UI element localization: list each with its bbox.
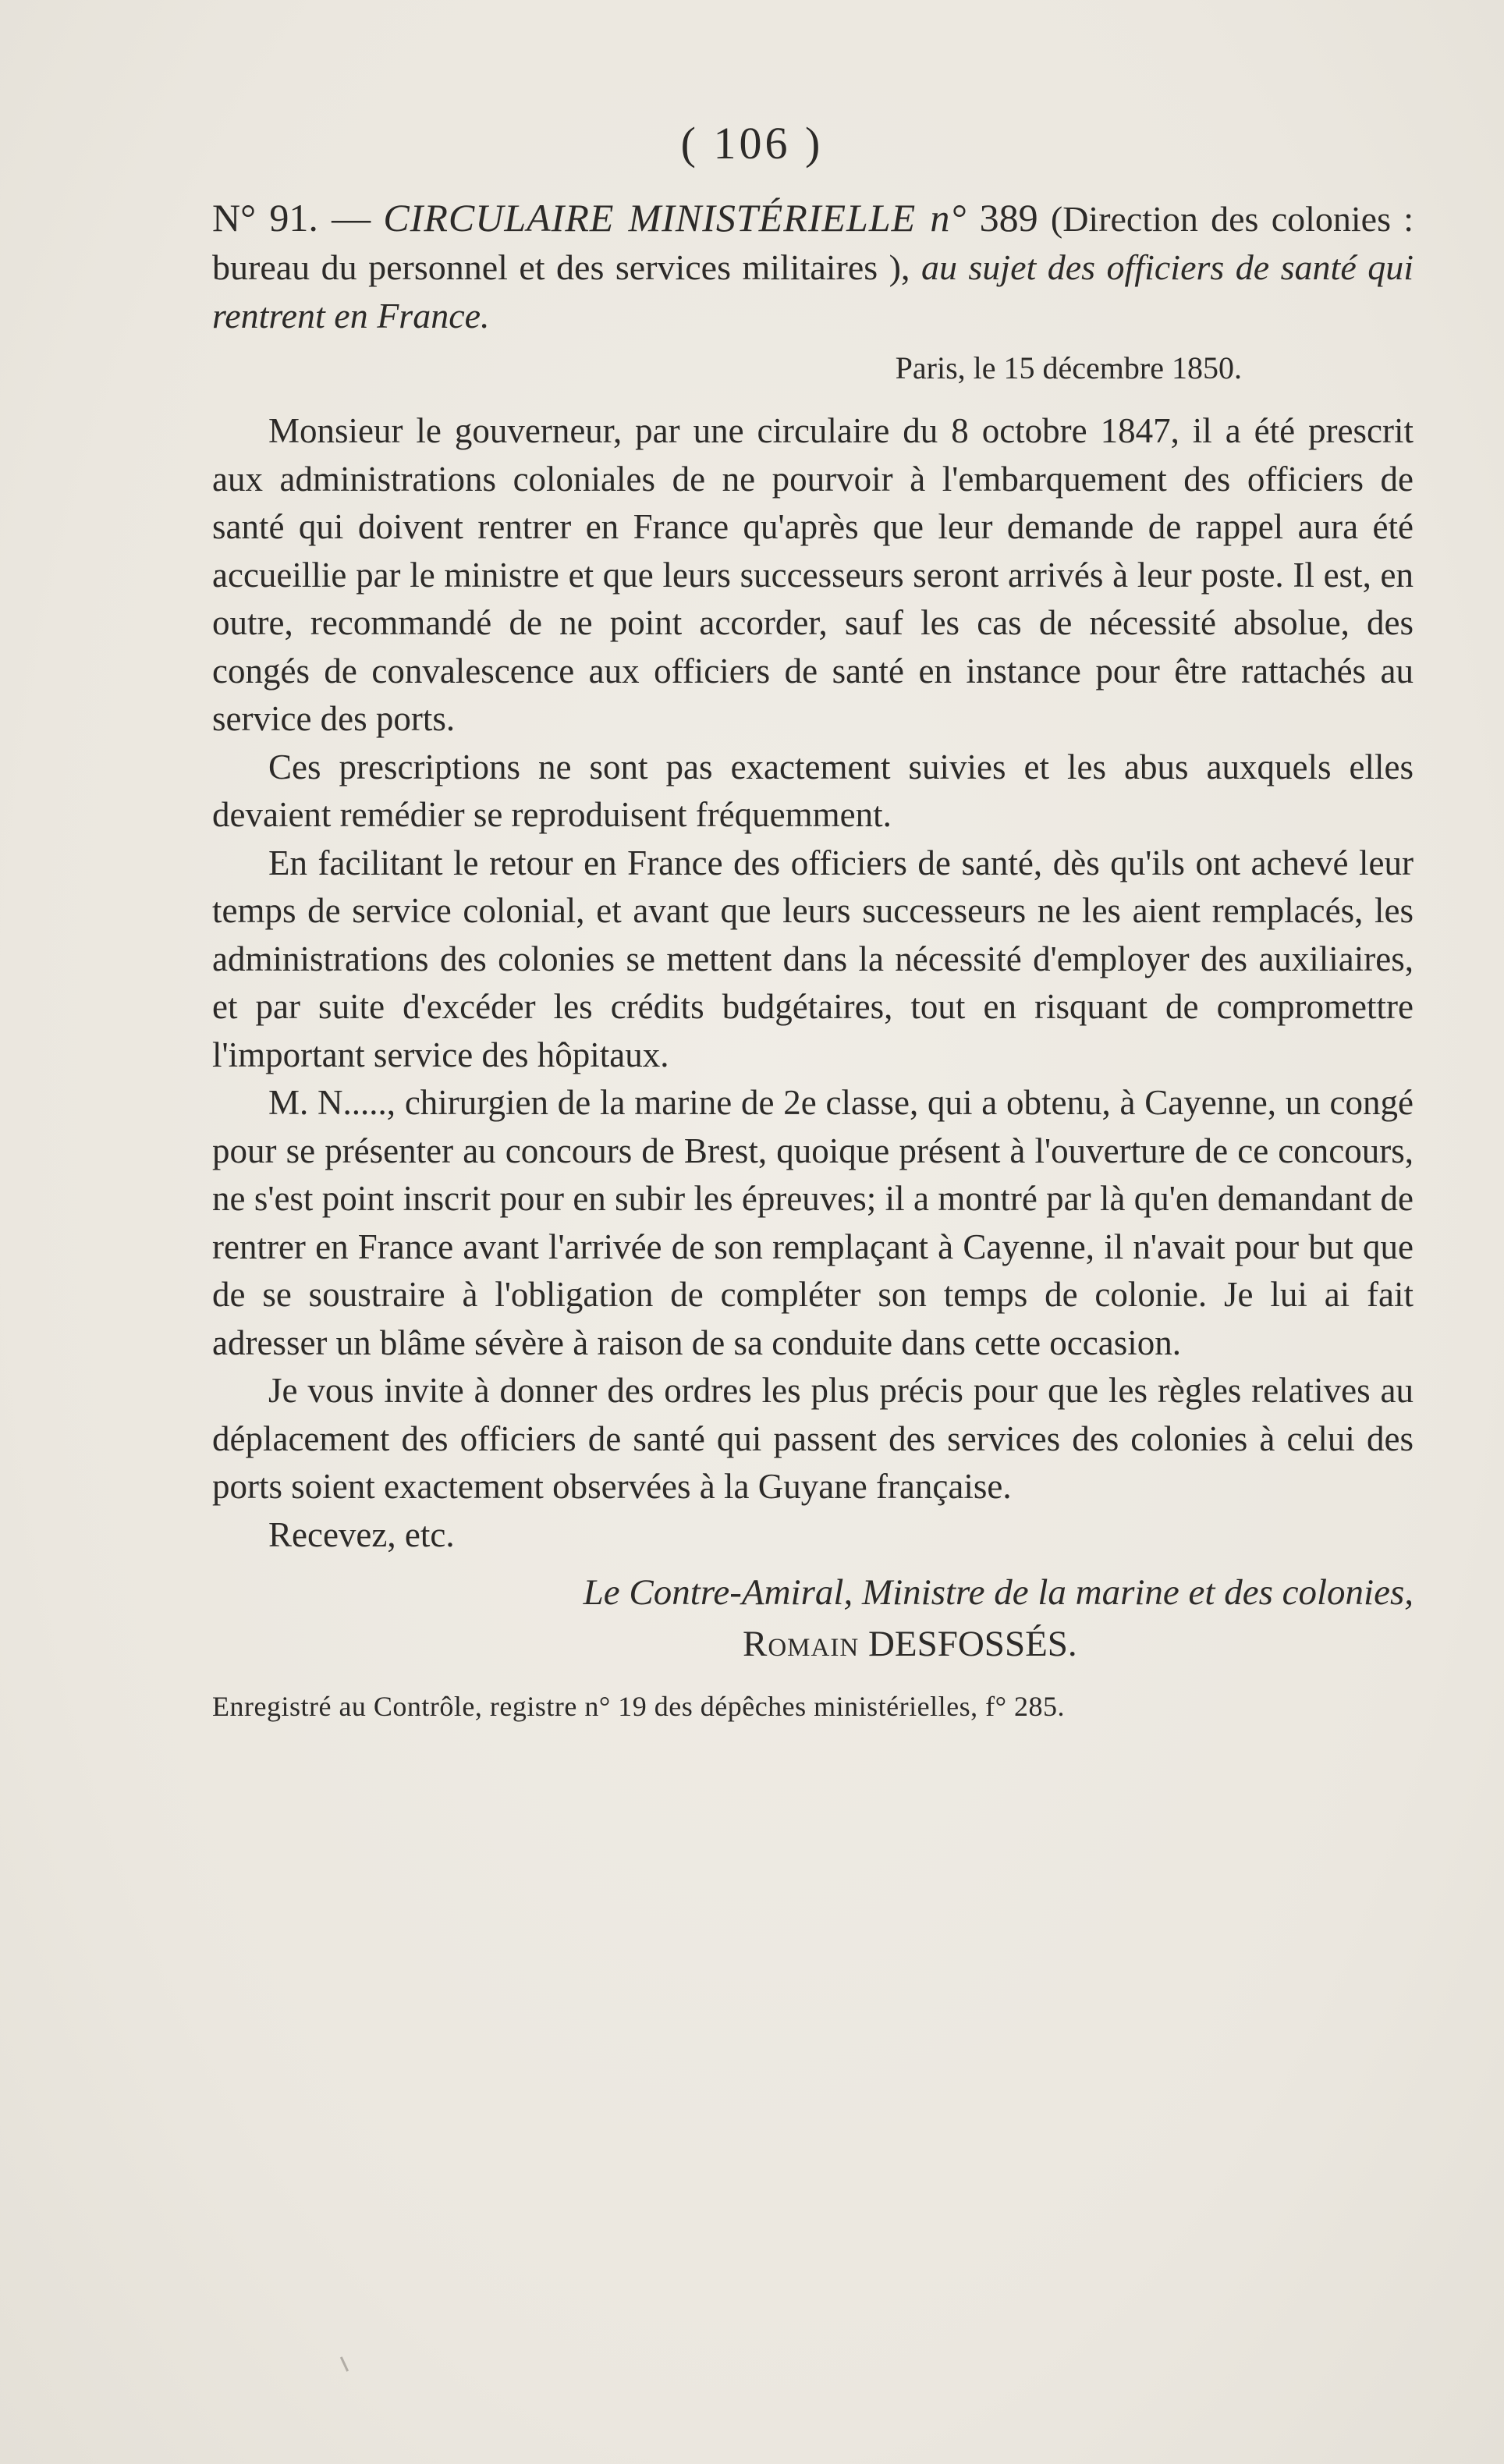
dateline: Paris, le 15 décembre 1850. — [895, 350, 1242, 385]
document-heading — [212, 193, 1414, 340]
circular-number: 389 — [979, 196, 1038, 240]
document-subject: au sujet des officiers de santé qui rentrent en France. — [212, 247, 1414, 336]
document-number: N° 91. — — [212, 196, 371, 240]
signature-last-name: DESFOSSÉS. — [867, 1624, 1077, 1664]
registration-note: Enregistré au Contrôle, registre n° 19 des dépêches ministérielles, f° 285. — [212, 1691, 1065, 1722]
document-title: CIRCULAIRE MINISTÉRIELLE n° — [383, 196, 967, 240]
closing-formula: Recevez, etc. — [268, 1514, 455, 1554]
document-body — [212, 193, 1414, 1729]
paper-speck — [340, 2356, 349, 2371]
body-paragraph: Ces prescriptions ne sont pas exactement suivies et les abus auxquels elles devaient remédier se reproduisent fréquemment. — [212, 747, 1414, 834]
body-paragraph: En facilitant le retour en France des officiers de santé, dès qu'ils ont achevé leur temps de service colonial, et avant que leurs successeurs ne les aient remplacés, les administrations des colonies se mettent dans la nécessité d'employer des auxiliaires, et par suite d'excéder les crédits budgétaires, tout en risquant de compromettre l'important service des hôpitaux. — [212, 843, 1414, 1074]
signature-role: Le Contre-Amiral, Ministre de la marine et des colonies, — [583, 1572, 1414, 1613]
direction-note: (Direction des colonies : bureau du personnel et des services militaires ), — [212, 199, 1414, 287]
page-number: ( 106 ) — [680, 118, 824, 169]
body-paragraph: Monsieur le gouverneur, par une circulaire du 8 octobre 1847, il a été prescrit aux administrations coloniales de ne pourvoir à l'embarquement des officiers de santé qui doivent rentrer en France qu'après que leur demande de rappel aura été accueillie par le ministre et que leurs successeurs seront arrivés à leur poste. Il est, en outre, recommandé de ne point accorder, sauf les cas de nécessité absolue, des congés de convalescence aux officiers de santé en instance pour être rattachés au service des ports. — [212, 411, 1414, 738]
signature-first-name: Romain — [743, 1624, 860, 1664]
body-paragraph: M. N....., chirurgien de la marine de 2e classe, qui a obtenu, à Cayenne, un congé pour se présenter au concours de Brest, quoique présent à l'ouverture de ce concours, ne s'est point inscrit pour en subir les épreuves; il a montré par là qu'en demandant de rentrer en France avant l'arrivée de son remplaçant à Cayenne, il n'avait pour but que de se soustraire à l'obligation de compléter son temps de colonie. Je lui ai fait adresser un blâme sévère à raison de sa conduite dans cette occasion. — [212, 1083, 1414, 1362]
body-paragraph: Je vous invite à donner des ordres les plus précis pour que les règles relatives au déplacement des officiers de santé qui passent des services des colonies à celui des ports soient exactement observées à la Guyane française. — [212, 1371, 1414, 1506]
signature-name — [212, 1618, 1414, 1670]
